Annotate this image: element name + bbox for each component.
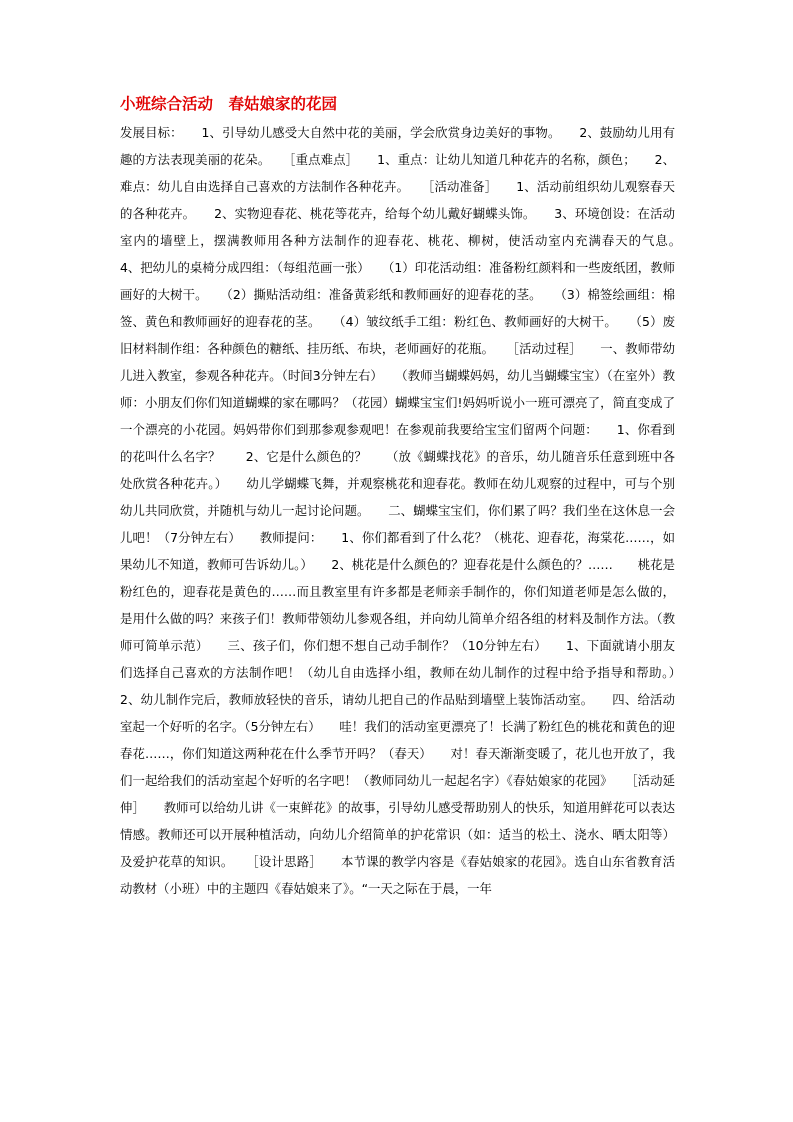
document-body: 发展目标： 1、引导幼儿感受大自然中花的美丽，学会欣赏身边美好的事物。 2、鼓励幼儿用有趣的方法表现美丽的花朵。 ［重点难点］ 1、重点：让幼儿知道几种花卉的名称，颜色； 2、难点：幼儿自由选择自己喜欢的方法制作各种花卉。 ［活动准备］ 1、活动前组织幼儿观察春天的各种花卉。 2、实物迎春花、桃花等花卉，给每个幼儿戴好蝴蝶头饰。 3、环境创设：在活动室内的墙壁上，摆满教师用各种方法制作的迎春花、桃花、柳树，使活动室内充满春天的气息。 4、把幼儿的桌椅分成四组：（每组范画一张） （1）印花活动组：准备粉红颜料和一些废纸团，教师画好的大树干。 （2）撕贴活动组：准备黄彩纸和教师画好的迎春花的茎。 （3）棉签绘画组：棉签、黄色和教师画好的迎春花的茎。 （4）皱纹纸手工组：粉红色、教师画好的大树干。 （5）废旧材料制作组：各种颜色的糖纸、挂历纸、布块，老师画好的花瓶。 ［活动过程］ 一、教师带幼儿进入教室，参观各种花卉。（时间3分钟左右） （教师当蝴蝶妈妈，幼儿当蝴蝶宝宝）（在室外）教师：小朋友们你们知道蝴蝶的家在哪吗？（花园）蝴蝶宝宝们!妈妈听说小一班可漂亮了，简直变成了一个漂亮的小花园。妈妈带你们到那参观参观吧！在参观前我要给宝宝们留两个问题： 1、你看到的花叫什么名字？ 2、它是什么颜色的？ （放《蝴蝶找花》的音乐，幼儿随音乐任意到班中各处欣赏各种花卉。） 幼儿学蝴蝶飞舞，并观察桃花和迎春花。教师在幼儿观察的过程中，可与个别幼儿共同欣赏，并随机与幼儿一起讨论问题。 二、蝴蝶宝宝们，你们累了吗？我们坐在这休息一会儿吧！（7分钟左右） 教师提问： 1、你们都看到了什么花？（桃花、迎春花，海棠花……，如果幼儿不知道，教师可告诉幼儿。） 2、桃花是什么颜色的？迎春花是什么颜色的？…… 桃花是粉红色的，迎春花是黄色的……而且教室里有许多都是老师亲手制作的，你们知道老师是怎么做的，是用什么做的吗？来孩子们！教师带领幼儿参观各组，并向幼儿简单介绍各组的材料及制作方法。（教师可简单示范） 三、孩子们，你们想不想自己动手制作？（10分钟左右） 1、下面就请小朋友们选择自己喜欢的方法制作吧！（幼儿自由选择小组，教师在幼儿制作的过程中给予指导和帮助。） 2、幼儿制作完后，教师放轻快的音乐，请幼儿把自己的作品贴到墙壁上装饰活动室。 四、给活动室起一个好听的名字。（5分钟左右） 哇！我们的活动室更漂亮了！长满了粉红色的桃花和黄色的迎春花……，你们知道这两种花在什么季节开吗？（春天） 对！春天渐渐变暖了，花儿也开放了，我们一起给我们的活动室起个好听的名字吧！（教师同幼儿一起起名字）《春姑娘家的花园》 ［活动延伸］ 教师可以给幼儿讲《一束鲜花》的故事，引导幼儿感受帮助别人的快乐，知道用鲜花可以表达情感。教师还可以开展种植活动，向幼儿介绍简单的护花常识（如：适当的松土、浇水、晒太阳等）及爱护花草的知识。 ［设计思路］ 本节课的教学内容是《春姑娘家的花园》。选自山东省教育活动教材（小班）中的主题四《春姑娘来了》。“一天之际在于晨，一年 [120,125,700,896]
document-page [120,92,700,902]
document-title: 小班综合活动 春姑娘家的花园 [120,94,338,113]
